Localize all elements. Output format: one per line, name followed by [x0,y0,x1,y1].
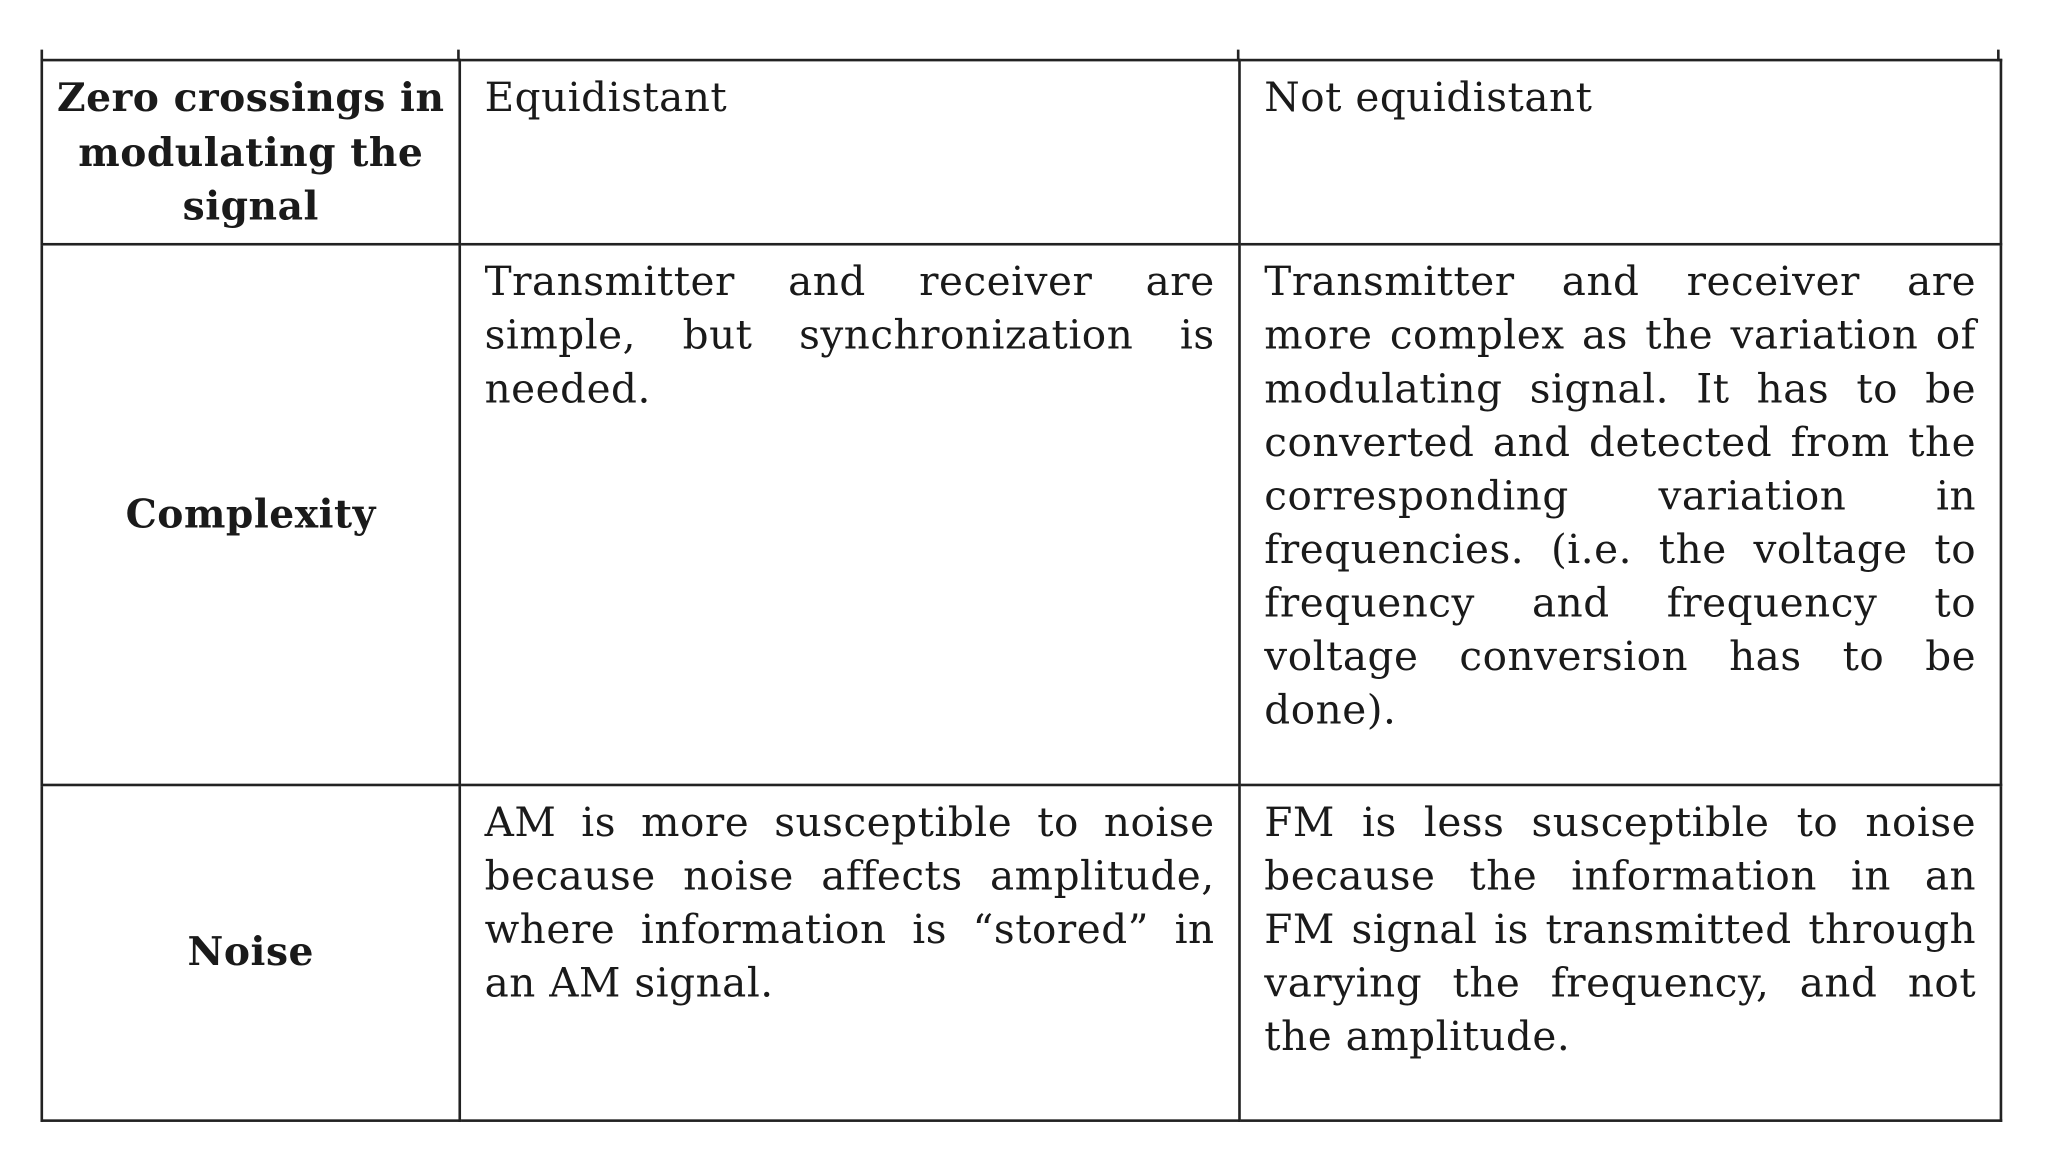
row-label: Zero crossings in modulating the signal [42,60,460,244]
am-cell: Transmitter and receiver are simple, but synchronization is needed. [460,244,1240,785]
table-row [42,784,2001,1120]
fm-cell: FM is less susceptible to noise because the information in an FM signal is transmitted through varying the frequency, and not the amplitude. [1239,784,2000,1120]
table-row [42,244,2001,785]
am-cell: AM is more susceptible to noise because noise affects amplitude, where information is “stored” in an AM signal. [460,784,1240,1120]
row-label: Complexity [42,244,460,785]
fm-cell: Transmitter and receiver are more complex as the variation of modulating signal. It has to be converted and detected from the corresponding variation in frequencies. (i.e. the voltage to frequency and frequency to voltage conversion has to be done). [1239,244,2000,785]
fm-cell: Not equidistant [1239,60,2000,244]
am-fm-comparison-table [40,59,2002,1122]
am-cell: Equidistant [460,60,1240,244]
row-label: Noise [42,784,460,1120]
table-row [42,60,2001,244]
